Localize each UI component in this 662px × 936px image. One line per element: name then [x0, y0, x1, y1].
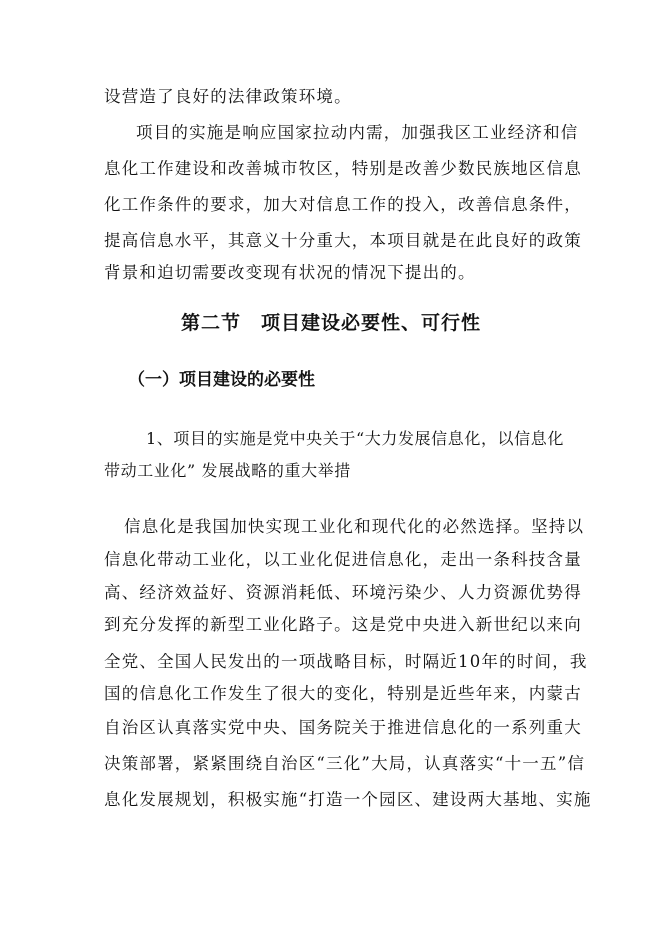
paragraph-3-line: 信息化是我国加快实现工业化和现代化的必然选择。坚持以 [124, 517, 585, 536]
paragraph-3-line: 信息化带动工业化，以工业化促进信息化，走出一条科技含量 [104, 550, 582, 569]
paragraph-3-line: 决策部署，紧紧围绕自治区“三化”大局，认真落实“十一五”信 [104, 754, 586, 773]
paragraph-2-line: 提高信息水平，其意义十分重大，本项目就是在此良好的政策 [104, 231, 582, 250]
paragraph-3-line: 国的信息化工作发生了很大的变化，特别是近些年来，内蒙古 [104, 684, 582, 703]
paragraph-2-line: 背景和迫切需要改变现有状况的情况下提出的。 [104, 263, 476, 282]
section-heading: 第二节 项目建设必要性、可行性 [180, 312, 481, 334]
item-1-line: 带动工业化” 发展战略的重大举措 [104, 461, 351, 480]
paragraph-3-line: 全党、全国人民发出的一项战略目标，时隔近10年的时间，我 [104, 652, 588, 671]
paragraph-2-line: 化工作条件的要求，加大对信息工作的投入，改善信息条件， [104, 195, 582, 214]
paragraph-3-line: 高、经济效益好、资源消耗低、环境污染少、人力资源优势得 [104, 583, 582, 602]
paragraph-3-line: 到充分发挥的新型工业化路子。这是党中央进入新世纪以来向 [104, 615, 582, 634]
paragraph-3-line: 自治区认真落实党中央、国务院关于推进信息化的一系列重大 [104, 718, 582, 737]
paragraph-2-line: 项目的实施是响应国家拉动内需，加强我区工业经济和信 [136, 123, 579, 142]
paragraph-2-line: 息化工作建设和改善城市牧区，特别是改善少数民族地区信息 [104, 159, 582, 178]
item-1-line: 1、项目的实施是党中央关于“大力发展信息化，以信息化 [146, 429, 564, 448]
subsection-heading: （一）项目建设的必要性 [128, 370, 315, 390]
paragraph-3-line: 息化发展规划，积极实施“打造一个园区、建设两大基地、实施 [104, 790, 592, 809]
paragraph-1-line: 设营造了良好的法律政策环境。 [104, 87, 352, 106]
